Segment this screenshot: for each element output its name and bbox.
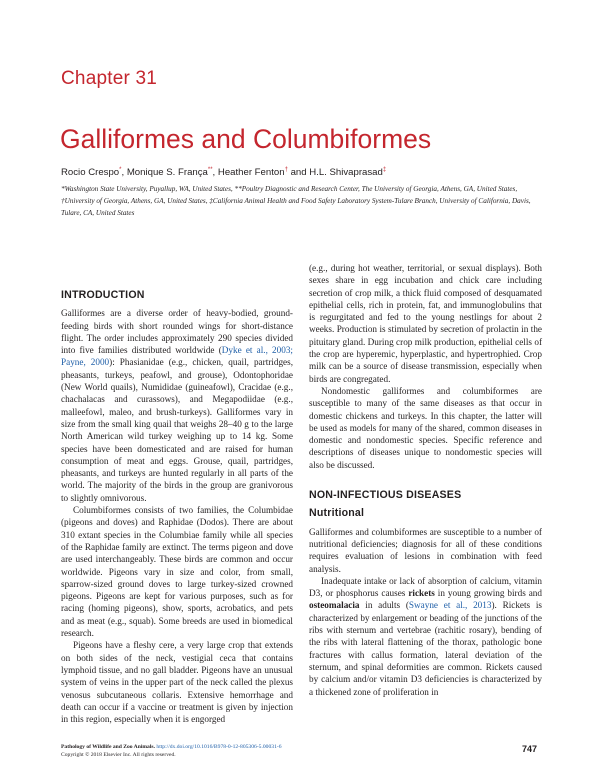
copyright-notice: Copyright © 2018 Elsevier Inc. All rights reserved. bbox=[61, 752, 176, 758]
author-name: H.L. Shivaprasad bbox=[309, 167, 383, 179]
intro-paragraph-1 bbox=[61, 307, 293, 504]
author-separator: , bbox=[121, 167, 127, 179]
chapter-title: Galliformes and Columbiformes bbox=[60, 124, 432, 154]
intro-paragraph-2: Columbiformes consists of two families, the Columbidae (pigeons and doves) and Raphidae (Dodos). There are about 310 extant species in the Columbiae family while all species of the Raphidae family are extinct. The terms pigeon and dove are used interchangeably. These birds are common and occur worldwide. Pigeons vary in size and color, from small, sparrow-sized ground doves to large turkey-sized crowned pigeons. Pigeons are kept for various purposes, such as for racing (homing pigeons), show, sports, acrobatics, and pets and as meat (e.g., squab). Some breeds are used in biomedical research. bbox=[61, 505, 293, 639]
author-separator: , bbox=[212, 167, 218, 179]
text-run: Inadequate intake or lack of absorption of calcium, vitamin D3, or phosphorus causes bbox=[309, 575, 542, 599]
citation-link[interactable]: Swayne et al., 2013 bbox=[408, 600, 492, 611]
footer-publication bbox=[61, 744, 282, 751]
text-run: ). Rickets is characterized by enlargement or beading of the junctions of the ribs with sternum and vertebrae (rachitic rosary), bending of the ribs with lateral flattening of the thorax, pathologic bone fractures with callus formation, lateral deviation of the sternum, and spinal deformities are common. Rickets caused by calcium and/or vitamin D3 deficiencies is characterized by a thickened zone of proliferation in bbox=[309, 600, 542, 697]
text-run: ): Phasianidae (e.g., chicken, quail, partridges, pheasants, turkeys, peafowl, and grouse), Odontophoridae (New World quails), Numididae (guineafowl), Cracidae (e.g., chachalacas and curassows), and Megapodiidae (e.g., malleefowl, maleo, and brush-turkeys). Galliformes vary in size from the small king quail that weighs 28–40 g to the large North American wild turkey weighing up to 14 kg. Some species have been domesticated and are raised for human consumption of meat and eggs. Grouse, quail, partridges, pheasants, and turkeys are hunted regularly in all parts of the world. The majority of the birds in the group are granivorous to slightly omnivorous. bbox=[61, 357, 293, 503]
right-column bbox=[309, 262, 542, 698]
intro-paragraph-4: Nondomestic galliformes and columbiformes are susceptible to many of the same diseases as that occur in domestic chickens and turkeys. In this chapter, the latter will be used as models for many of the shared, common diseases in domestic and nondomestic species. Specific reference and descriptions of diseases unique to nondomestic species will also be discussed. bbox=[309, 385, 542, 470]
author-name: Heather Fenton bbox=[217, 167, 285, 179]
nutritional-paragraph-1: Galliformes and columbiformes are susceptible to a number of nutritional deficiencies; diagnosis for all of these conditions requires evaluation of lesions in combination with feed analysis. bbox=[309, 526, 542, 574]
affiliation-mark: ‡ bbox=[382, 167, 387, 173]
intro-paragraph-3: Pigeons have a fleshy cere, a very large crop that extends on both sides of the neck, vestigial ceca that contains lymphoid tissue, and no gall bladder. Pigeons have an unusual system of veins in the upper part of the neck called the plexus venosus subcutaneous collaris. Extensive hemorrhage and death can occur if a vaccine or treatment is given by injection in this region, especially when it is engorged bbox=[61, 640, 293, 725]
noninfectious-heading: NON-INFECTIOUS DISEASES bbox=[309, 489, 462, 502]
keyword: rickets bbox=[408, 588, 435, 599]
citation-link[interactable]: Dyke et al., 2003; Payne, 2000 bbox=[61, 345, 293, 368]
author-list bbox=[61, 167, 541, 178]
affiliation-mark: ** bbox=[207, 167, 213, 173]
chapter-label: Chapter 31 bbox=[61, 68, 158, 89]
author-name: Monique S. França bbox=[126, 167, 208, 179]
text-run: in adults ( bbox=[359, 600, 409, 611]
text-run: Galliformes are a diverse order of heavy-bodied, ground-feeding birds with short rounded wings for short-distance flight. The order includes approximately 290 species divided into five families distributed worldwide ( bbox=[61, 308, 293, 356]
introduction-heading: INTRODUCTION bbox=[61, 289, 145, 301]
page-number: 747 bbox=[522, 744, 538, 754]
text-run: in young growing birds and bbox=[434, 588, 542, 599]
affiliations: *Washington State University, Puyallup, WA, United States, **Poultry Diagnostic and Research Center, The University of Georgia, Athens, GA, United States, †University of Georgia, Athens, GA, United States, ‡California Animal Health and Food Safety Laboratory System-Tulare Branch, University of California, Davis, Tulare, CA, United States bbox=[61, 185, 531, 218]
doi-link[interactable]: http://dx.doi.org/10.1016/B978-0-12-805306-5.00031-6 bbox=[156, 744, 282, 750]
publication-title: Pathology of Wildlife and Zoo Animals. bbox=[61, 744, 155, 750]
intro-paragraph-3-continued: (e.g., during hot weather, territorial, or sexual displays). Both sexes share in egg incubation and chick care including secretion of crop milk, a thick fluid composed of desquamated epithelial cells, rich in protein, fat, and immunoglobulins that is regurgitated and fed to the young nestlings for about 2 weeks. Production is stimulated by secretion of prolactin in the pituitary gland. During crop milk production, epithelial cells of the crop are hyperemic, hyperplastic, and hypertrophied. Crop milk can be a source of disease transmission, especially when birds are congregated. bbox=[309, 263, 542, 384]
nutritional-paragraph-2 bbox=[309, 575, 542, 698]
author-name: Rocio Crespo bbox=[61, 167, 120, 179]
affiliation-mark: † bbox=[284, 167, 288, 173]
author-separator: and bbox=[287, 167, 310, 179]
left-column bbox=[61, 289, 293, 725]
affiliation-mark: * bbox=[119, 167, 122, 173]
nutritional-subheading: Nutritional bbox=[309, 507, 365, 520]
keyword: osteomalacia bbox=[309, 600, 360, 611]
